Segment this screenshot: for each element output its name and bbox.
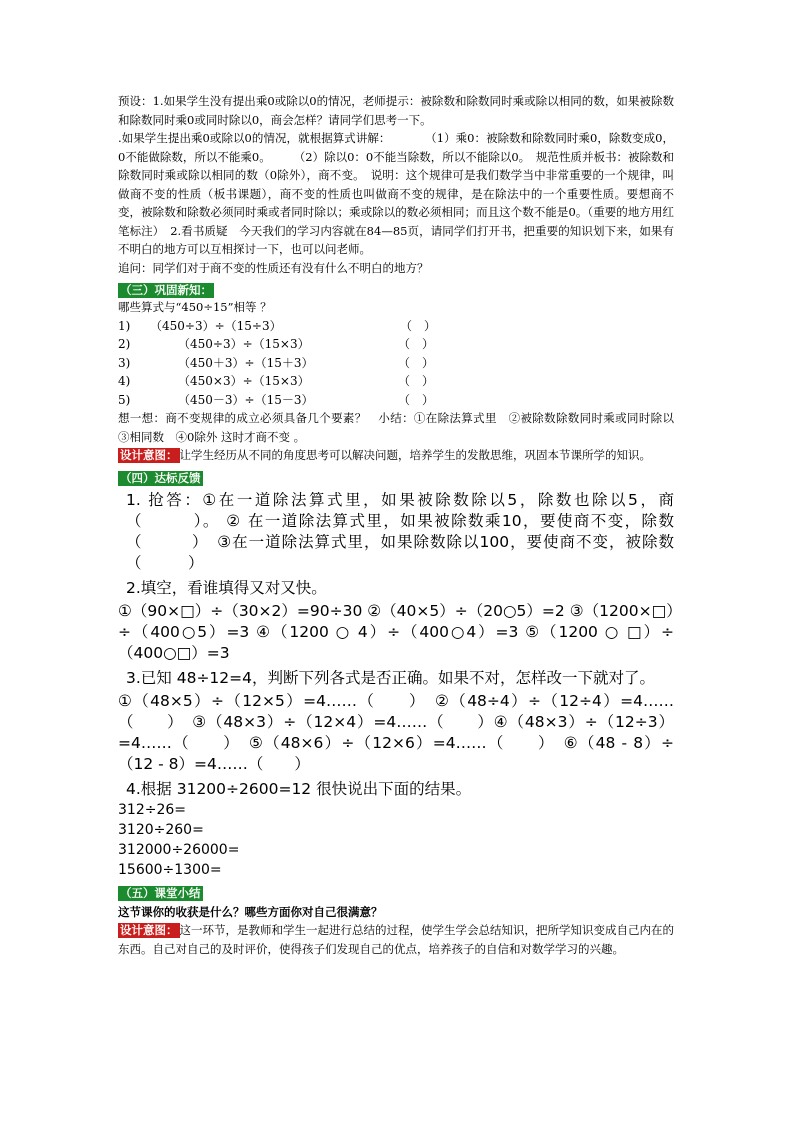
fill-blank-title: 2.填空，看谁填得又对又快。 xyxy=(126,578,327,597)
exercise-row xyxy=(118,354,674,373)
exercise-number: 3) xyxy=(118,355,131,370)
section4-heading-wrap xyxy=(118,467,674,486)
judge-body: ①（48×5）÷（12×5）=4……（ ） ②（48÷4）÷（12÷4）=4……（ ） ③（48×3）÷（12×4）=4……（ ）④（48×3）÷（12÷3）=4……（ ） ⑤（48×6）÷（12×6）=4……（ ） ⑥（48 - 8）÷（12 - 8）=4……（ ） xyxy=(118,691,674,773)
judge-title: 3.已知 48÷12=4，判断下列各式是否正确。如果不对，怎样改一下就对了。 xyxy=(126,668,656,687)
exercise-expression: （450×3）÷（15×3） xyxy=(178,374,310,388)
section3-heading-wrap xyxy=(118,279,674,298)
quick-result-item: 15600÷1300= xyxy=(118,861,222,878)
section3-design-intent xyxy=(118,446,674,465)
exercise-expression: （450÷3）÷（15÷3） xyxy=(150,318,282,333)
design-intent-text: 让学生经历从不同的角度思考可以解决问题，培养学生的发散思维，巩固本节课所学的知识。 xyxy=(179,448,651,462)
exercise-number: 5) xyxy=(118,392,131,407)
quick-result-item: 312÷26= xyxy=(118,801,186,818)
design-intent-label: 设计意图： xyxy=(120,923,178,937)
answer-blank[interactable]: （ ） xyxy=(398,355,435,370)
exercise-number: 4) xyxy=(118,374,131,388)
section5-heading-wrap xyxy=(118,882,674,901)
summary-question: 这节课你的收获是什么？哪些方面你对自己很满意？ xyxy=(118,904,383,919)
exercise-list xyxy=(118,317,674,410)
exercise-expression: （450＋3）÷（15＋3） xyxy=(178,355,314,370)
section3-intro: 哪些算式与“450÷15”相等 ？ xyxy=(118,300,272,314)
exercise-expression: （450÷3）÷（15×3） xyxy=(178,337,310,351)
section5-design-intent xyxy=(118,921,674,958)
exercise-number: 1) xyxy=(118,318,131,333)
section4-heading: （四）达标反馈 xyxy=(120,470,201,485)
preset-paragraph-1: 预设：1.如果学生没有提出乘0或除以0的情况，老师提示：被除数和除数同时乘或除以相同的数，如果被除数和除数同时乘0或同时除以0，商会怎样？请同学们思考一下。 xyxy=(118,94,674,127)
exercise-row xyxy=(118,372,674,391)
follow-up-question: 追问：同学们对于商不变的性质还有没有什么不明白的地方？ xyxy=(118,260,429,275)
design-intent-label: 设计意图： xyxy=(120,448,178,462)
answer-blank[interactable]: （ ） xyxy=(400,318,437,333)
design-intent-text: 这一环节，是教师和学生一起进行总结的过程，使学生学会总结知识，把所学知识变成自己内在的东西。自己对自己的及时评价，使得孩子们发现自己的优点，培养孩子的自信和对数学学习的兴趣。 xyxy=(118,923,674,956)
answer-blank[interactable]: （ ） xyxy=(398,337,435,351)
fill-blank-body: ①（90×□）÷（30×2）=90÷30 ②（40×5）÷（20○5）=2 ③（1200×□）÷（400○5）=3 ④（1200 ○ 4）÷（400○4）=3 ⑤（1200 ○ □）÷（400○□）=3 xyxy=(118,601,674,662)
quick-answer-question: 1. 抢答：①在一道除法算式里，如果被除数除以5，除数也除以5，商（ ）。 ② 在一道除法算式里，如果被除数乘10，要使商不变，除数（ ） ③在一道除法算式里，如果除数除以100，要使商不变，被除数（ ） xyxy=(126,490,674,572)
quick-result-title: 4.根据 31200÷2600=12 很快说出下面的结果。 xyxy=(126,779,472,798)
quick-result-item: 312000÷26000= xyxy=(118,841,240,858)
exercise-row xyxy=(118,391,674,410)
think-summary: 想一想：商不变规律的成立必须具备几个要素？ 小结：①在除法算式里 ②被除数除数同时乘或同时除以 ③相同数 ④0除外 这时才商不变 。 xyxy=(118,411,686,444)
document-page xyxy=(118,92,686,958)
quick-result-list xyxy=(118,800,674,880)
section5-heading: （五）课堂小结 xyxy=(120,885,201,900)
exercise-row xyxy=(118,335,674,354)
exercise-number: 2) xyxy=(118,337,131,351)
answer-blank[interactable]: （ ） xyxy=(398,374,435,388)
answer-blank[interactable]: （ ） xyxy=(398,392,435,407)
section3-heading: （三）巩固新知： xyxy=(120,283,212,297)
exercise-row xyxy=(118,317,674,336)
quick-result-item: 3120÷260= xyxy=(118,821,204,838)
exercise-expression: （450－3）÷（15－3） xyxy=(178,392,314,407)
preset-paragraph-2: .如果学生提出乘0或除以0的情况，就根据算式讲解： （1）乘0：被除数和除数同时乘0，除数变成0，0不能做除数，所以不能乘0。 （2）除以0：0不能当除数，所以不能除以0。 规范性质并板书：被除数和除数同时乘或除以相同的数（0除外），商不变。 说明：这个规律可是我们数学当中非常重要的一个规律，叫做商不变的性质（板书课题），商不变的性质也叫做商不变的规律，是在除法中的一个重要性质。要想商不变，被除数和除数必须同时乘或者同时除以；乘或除以的数必须相同；而且这个数不能是0。（重要的地方用红笔标注） 2.看书质疑 今天我们的学习内容就在84—85页，请同学们打开书，把重要的知识划下来，如果有不明白的地方可以互相探讨一下，也可以问老师。 xyxy=(118,131,674,256)
